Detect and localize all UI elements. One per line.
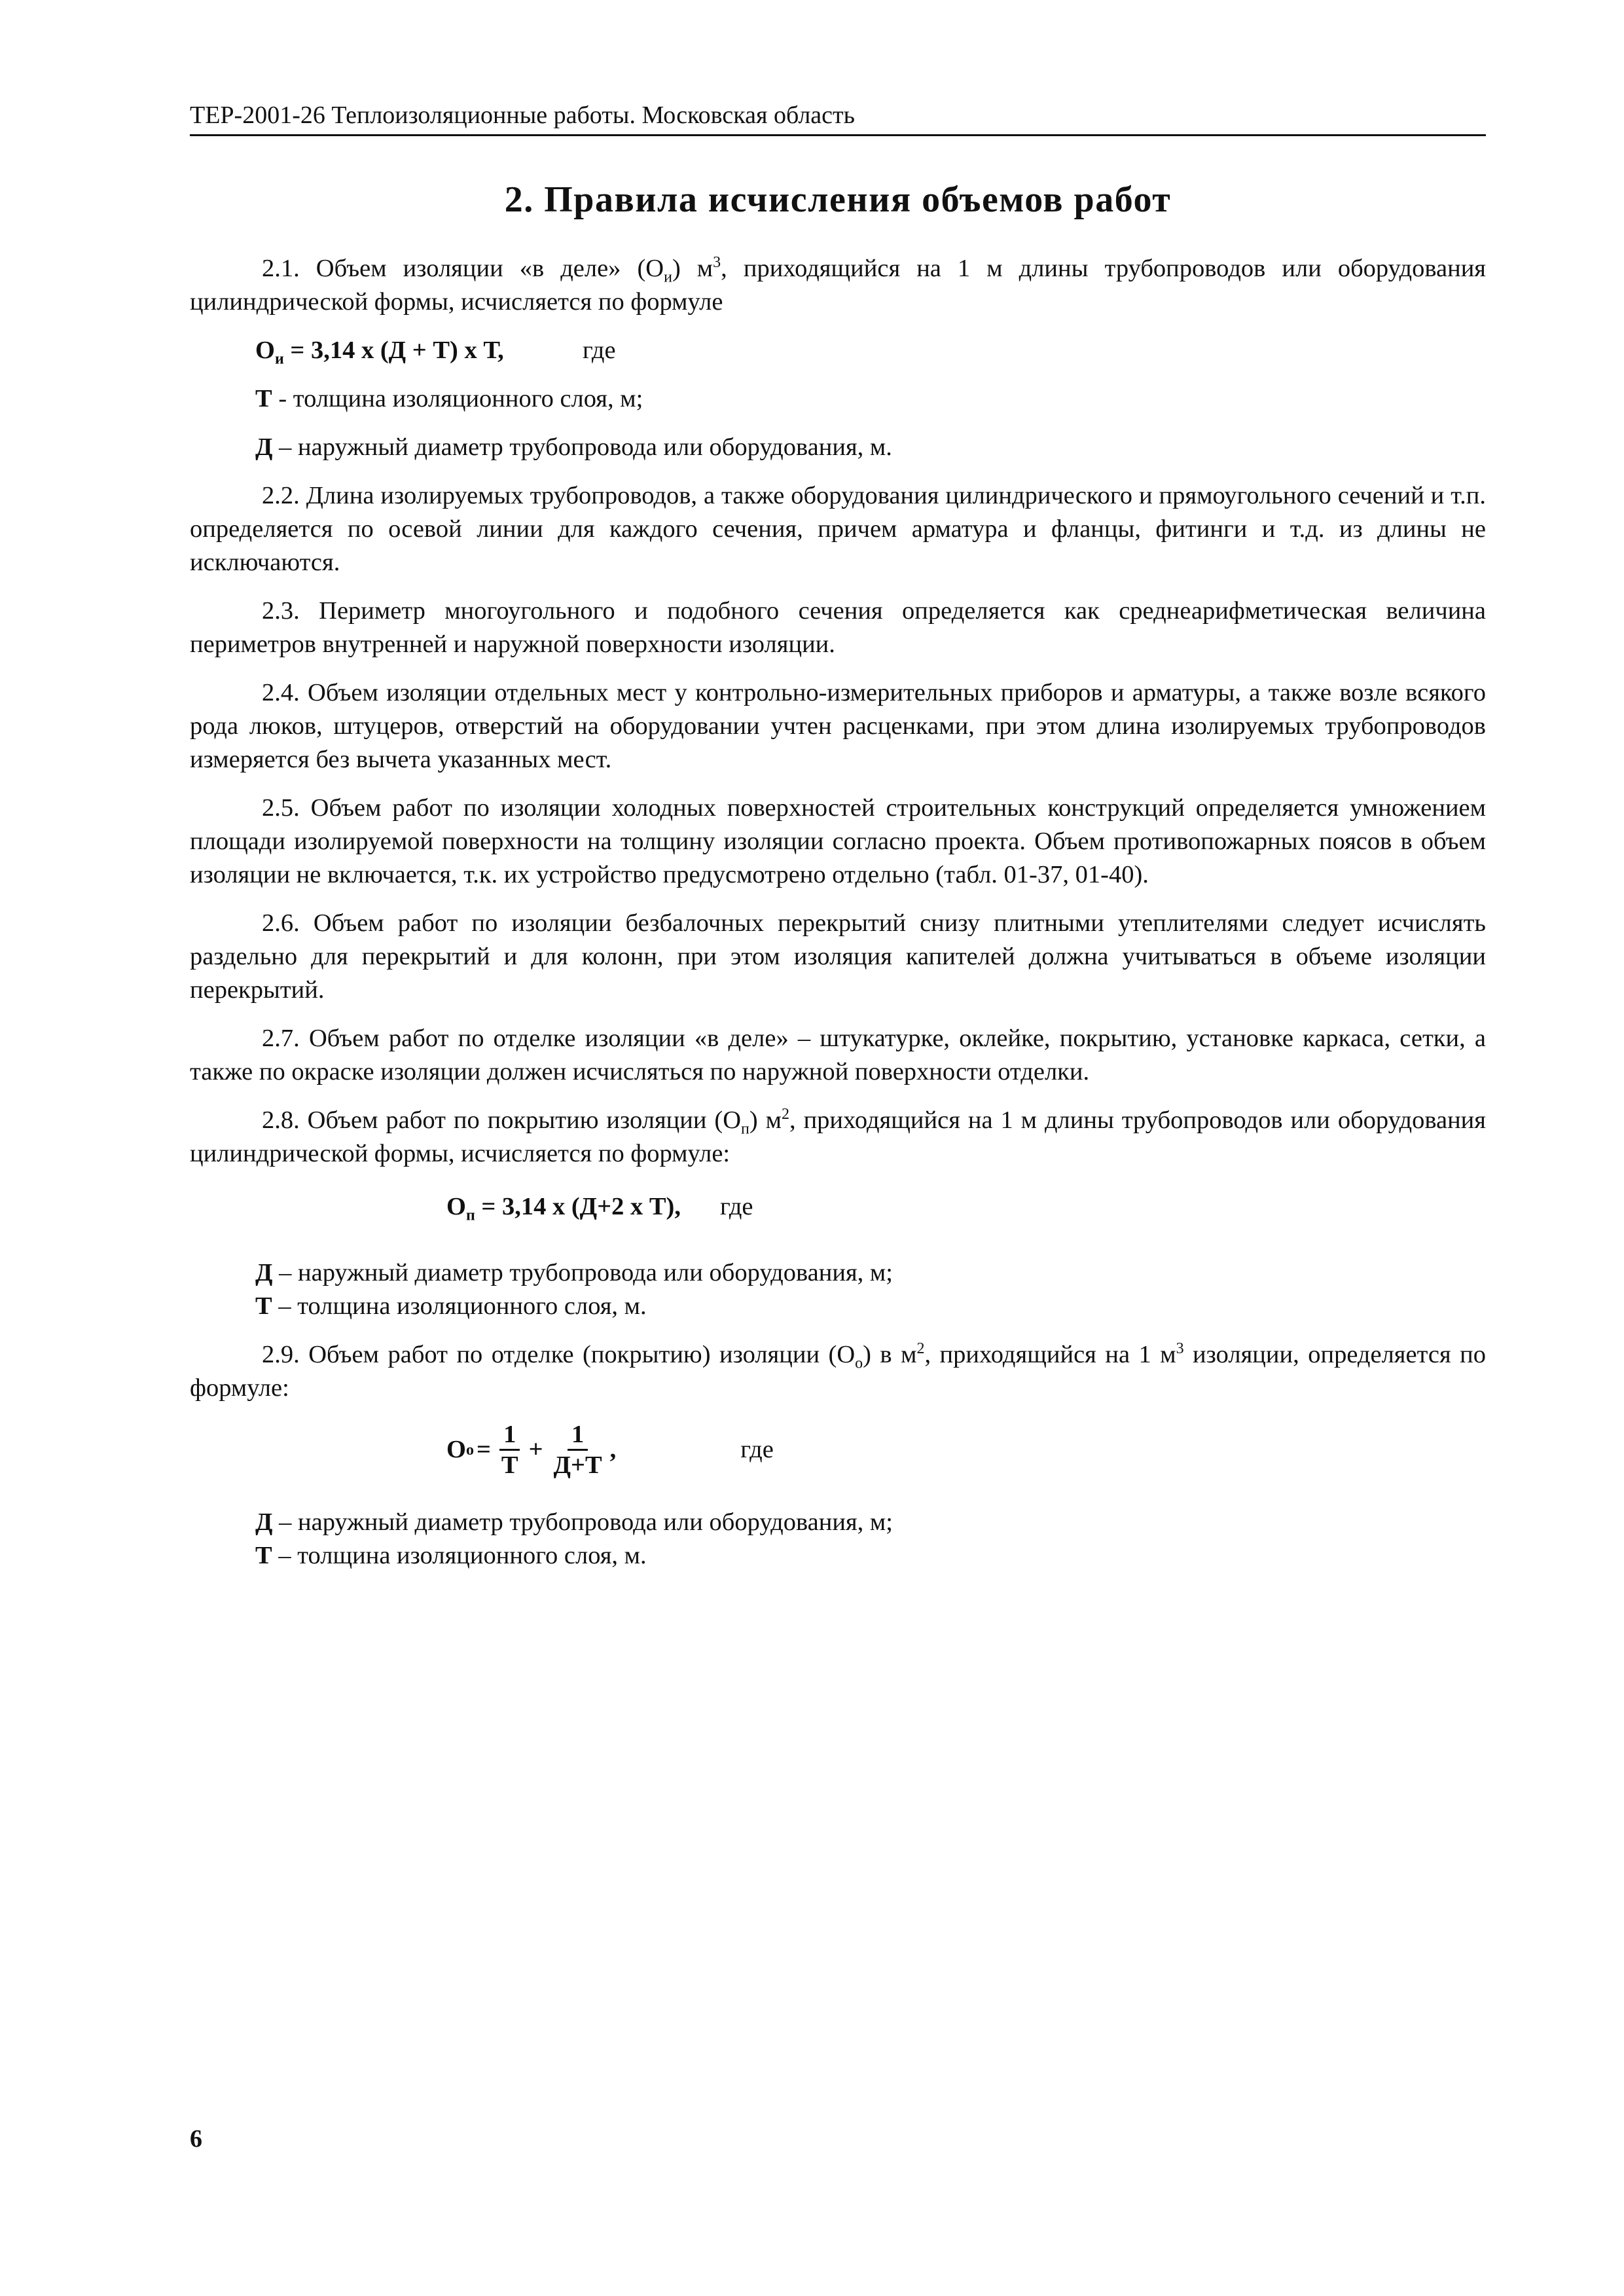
superscript: 2	[916, 1340, 925, 1358]
definition-text: - толщина изоляционного слоя, м;	[272, 385, 643, 412]
fraction-numerator: 1	[499, 1420, 520, 1451]
formula-rhs: = 3,14 х (Д+2 х Т),	[475, 1193, 681, 1220]
subscript: и	[664, 268, 672, 286]
definition-symbol: Д	[255, 433, 273, 461]
fraction-numerator: 1	[568, 1420, 588, 1451]
fraction-denominator: Т	[501, 1451, 518, 1479]
plus-sign: +	[528, 1436, 543, 1463]
fraction-denominator: Д+Т	[553, 1451, 602, 1479]
definition-text: – наружный диаметр трубопровода или оборудования, м.	[272, 433, 892, 461]
definition-symbol: Т	[255, 385, 272, 412]
definition-symbol: Т	[255, 1542, 272, 1569]
paragraph-2-5: 2.5. Объем работ по изоляции холодных поверхностей строительных конструкций определяется умножением площади изолируемой поверхности на толщину изоляции согласно проекта. Объем противопожарных поясов в объем изоляции не включается, т.к. их устройство предусмотрено отдельно (табл. 01-37, 01-40).	[190, 794, 1486, 888]
paragraph-text: 2.8. Объем работ по покрытию изоляции (О	[262, 1106, 742, 1134]
formula-coating-area	[190, 1190, 1486, 1224]
formula-comma: ,	[609, 1436, 617, 1463]
section-title: 2. Правила исчисления объемов работ	[504, 179, 1172, 220]
running-header: ТЕР-2001-26 Теплоизоляционные работы. Московская область	[190, 101, 855, 129]
paragraph-text: , приходящийся на 1 м длины трубопроводов или оборудования цилиндрической формы, исчисляется по формуле	[190, 255, 1487, 316]
definition-text: – наружный диаметр трубопровода или оборудования, м;	[272, 1508, 893, 1536]
formula-insulation-volume	[255, 334, 1486, 367]
section-body	[190, 252, 1486, 1573]
formula-expression	[446, 1193, 681, 1224]
definition-thickness	[255, 1539, 1486, 1573]
formula-where: где	[740, 1436, 774, 1463]
equals-sign: =	[476, 1436, 491, 1463]
formula-expression: О о = $\frac{1}{Т}$ + $\frac{1}{Д+Т}$ ,	[446, 1421, 617, 1479]
definition-diameter	[255, 1506, 1486, 1539]
definition-symbol: Д	[255, 1259, 273, 1286]
superscript: 3	[1176, 1340, 1184, 1358]
fraction-one-over-d-plus-t	[550, 1420, 606, 1480]
definition-diameter	[255, 1256, 1486, 1290]
paragraph-text: ) м	[672, 255, 713, 282]
definition-text: – наружный диаметр трубопровода или оборудования, м;	[272, 1259, 893, 1286]
paragraph-text: 2.9. Объем работ по отделке (покрытию) изоляции (О	[262, 1341, 856, 1368]
formula-rhs: = 3,14 х (Д + Т) х Т,	[283, 337, 504, 364]
formula-symbol: О	[446, 1436, 466, 1463]
definition-thickness	[255, 1290, 1486, 1323]
paragraph-text: , приходящийся на 1 м длины трубопроводов или оборудования цилиндрической формы, исчисляется по формуле:	[190, 1106, 1486, 1167]
definition-text: – толщина изоляционного слоя, м.	[272, 1542, 647, 1569]
subscript: о	[855, 1355, 863, 1372]
header-rule	[190, 134, 1486, 136]
paragraph-2-6: 2.6. Объем работ по изоляции безбалочных перекрытий снизу плитными утеплителями следует исчислять раздельно для перекрытий и для колонн, при этом изоляция капителей должна учитываться в объеме изоляции перекрытий.	[190, 909, 1486, 1004]
paragraph-2-7: 2.7. Объем работ по отделке изоляции «в деле» – штукатурке, оклейке, покрытию, установке каркаса, сетки, а также по окраске изоляции должен исчисляться по наружной поверхности отделки.	[190, 1025, 1486, 1085]
paragraph-2-8	[190, 1104, 1486, 1171]
subscript: п	[741, 1120, 749, 1138]
paragraph-2-2: 2.2. Длина изолируемых трубопроводов, а также оборудования цилиндрического и прямоугольного сечений и т.п. определяется по осевой линии для каждого сечения, причем арматура и фланцы, фитинги и т.д. из длины не исключаются.	[190, 482, 1486, 576]
formula-symbol: О	[446, 1193, 466, 1220]
paragraph-2-1	[190, 252, 1486, 319]
definition-diameter	[255, 431, 1486, 464]
formula-where: где	[719, 1193, 753, 1220]
paragraph-text: 2.1. Объем изоляции «в деле» (О	[262, 255, 664, 282]
paragraph-2-3: 2.3. Периметр многоугольного и подобного сечения определяется как среднеарифметическая величина периметров внутренней и наружной поверхности изоляции.	[190, 597, 1486, 658]
formula-symbol: О	[255, 337, 275, 364]
paragraph-2-9	[190, 1338, 1486, 1405]
formula-expression	[255, 334, 583, 367]
paragraph-text: ) в м	[863, 1341, 917, 1368]
definition-text: – толщина изоляционного слоя, м.	[272, 1292, 647, 1320]
paragraph-text: , приходящийся на 1 м	[924, 1341, 1176, 1368]
paragraph-text: ) м	[749, 1106, 782, 1134]
subscript: и	[274, 350, 284, 368]
paragraph-2-4: 2.4. Объем изоляции отдельных мест у контрольно-измерительных приборов и арматуры, а также возле всякого рода люков, штуцеров, отверстий на оборудовании учтен расценками, при этом длина изолируемых трубопроводов измеряется без вычета указанных мест.	[190, 679, 1486, 773]
superscript: 3	[713, 254, 721, 272]
subscript: п	[465, 1207, 475, 1224]
formula-where: где	[583, 337, 616, 364]
formula-finishing-area	[190, 1420, 1486, 1480]
superscript: 2	[782, 1106, 790, 1123]
page-number: 6	[190, 2125, 202, 2153]
paragraph-text: изоляции, определяется по формуле:	[190, 1341, 1486, 1402]
definition-symbol: Т	[255, 1292, 272, 1320]
definition-thickness	[255, 382, 1486, 416]
fraction-one-over-t	[497, 1420, 522, 1480]
definition-symbol: Д	[255, 1508, 273, 1536]
